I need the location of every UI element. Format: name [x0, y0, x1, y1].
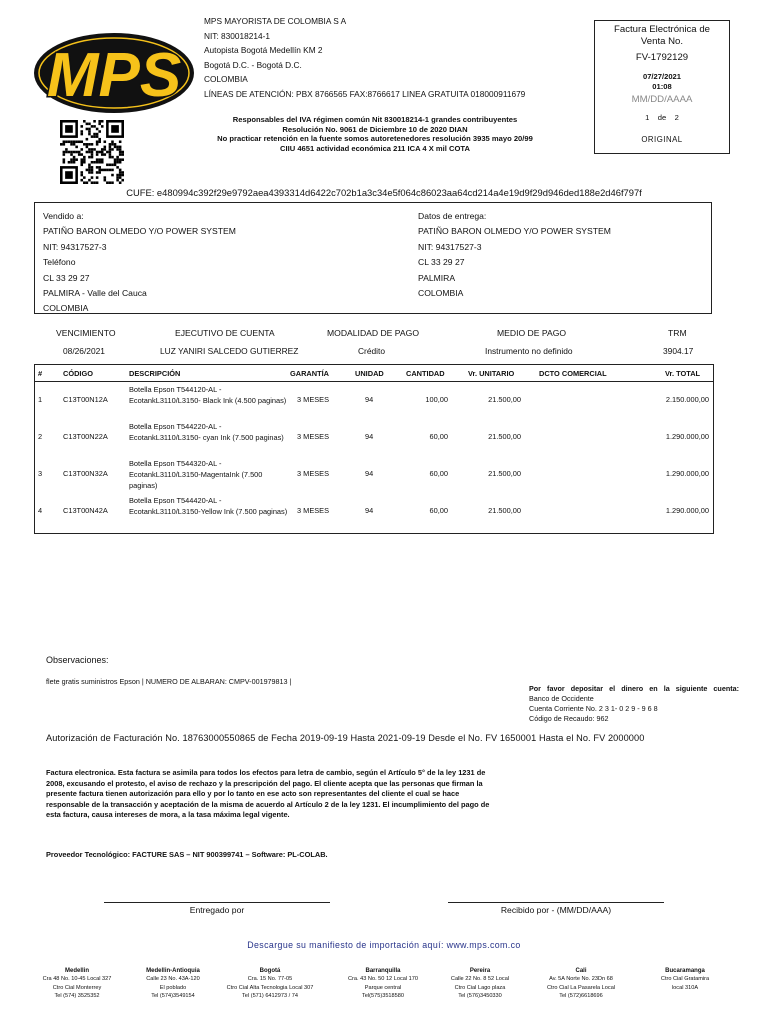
mps-logo: [32, 28, 197, 116]
branch-line: Cra. 43 No. 50 12 Local 170: [348, 976, 418, 983]
col-header: DESCRIPCIÓN: [129, 369, 181, 378]
company-phones: LÍNEAS DE ATENCIÓN: PBX 8766565 FAX:8766617 LINEA GRATUITA 018000911679: [204, 88, 526, 99]
cell-n: 2: [38, 432, 43, 441]
table-row: [35, 419, 713, 456]
branch-line: Parque central: [364, 984, 402, 991]
cell-warranty: 3 MESES: [297, 432, 330, 441]
cell-unit: 94: [365, 469, 374, 478]
company-address: Autopista Bogotá Medellín KM 2: [204, 45, 323, 56]
cell-n: 1: [38, 395, 43, 404]
cell-warranty: 3 MESES: [297, 395, 330, 404]
legal-line: CIIU 4651 actividad económica 211 ICA 4 X mil COTA: [280, 143, 470, 153]
bank-title: Por favor depositar el dinero en la siguiente cuenta:: [529, 684, 739, 693]
term-value: Instrumento no definido: [485, 346, 573, 356]
observations-title: Observaciones:: [46, 655, 109, 665]
manifest-link[interactable]: Descargue su manifiesto de importación aquí: www.mps.com.co: [247, 940, 521, 950]
table-row: [35, 382, 713, 419]
cell-code: C13T00N22A: [63, 432, 108, 441]
authorization: Autorización de Facturación No. 18763000550865 de Fecha 2019-09-19 Hasta 2021-09-19 Desde el No. FV 1650001 Hasta el No. FV 2000000: [46, 733, 645, 743]
branch-name: Medellin: [64, 968, 89, 974]
table-row: [35, 493, 713, 530]
cell-desc: Botella Epson T544320-AL - EcotankL3110/L3150-MagentaInk (7.500 paginas): [129, 459, 263, 490]
branch-line: Tel (572)6618696: [559, 993, 603, 1000]
branch-line: Ctro Cial Lago plaza: [454, 984, 506, 991]
term-header: MEDIO DE PAGO: [497, 328, 567, 338]
branch-line: local 310A: [671, 984, 699, 991]
col-header: Vr. TOTAL: [665, 369, 701, 378]
branch-name: Bucaramanga: [665, 968, 705, 974]
cell-unit: 94: [365, 432, 374, 441]
col-header: #: [38, 369, 43, 378]
branch-name: Cali: [575, 968, 587, 974]
delivery-country: COLOMBIA: [418, 288, 464, 299]
cell-unit: 94: [365, 506, 374, 515]
delivery-nit: NIT: 94317527-3: [418, 241, 482, 252]
branch-4: [430, 967, 530, 1001]
seller-address: CL 33 29 27: [43, 272, 90, 283]
delivery-name: PATIÑO BARON OLMEDO Y/O POWER SYSTEM: [418, 226, 611, 237]
delivery-info: [418, 209, 611, 301]
date-format: MM/DD/AAAA: [631, 94, 693, 105]
term-header: VENCIMIENTO: [56, 328, 116, 338]
cell-total: 1.290.000,00: [665, 469, 709, 478]
cell-unit-price: 21.500,00: [488, 395, 521, 404]
cufe-code: CUFE: e480994c392f29e9792aea4393314d6422c702b1a3c34e5f064c86023aa64cd214a4e19d9f29d946ded188e2d46f797f: [126, 187, 642, 198]
branch-line: Ctro Cial La Pasarela Local: [546, 984, 616, 991]
invoice-date: 07/27/2021: [642, 72, 681, 81]
cell-qty: 100,00: [425, 395, 448, 404]
table-header: [35, 365, 713, 382]
col-header: GARANTÍA: [290, 369, 330, 378]
page-indicator: 1 de 2: [645, 113, 679, 122]
cell-n: 4: [38, 506, 43, 515]
branch-name: Pereira: [469, 968, 491, 974]
branch-line: Ctro Cial Alta Tecnologia Local 307: [226, 984, 314, 991]
tech-provider: Proveedor Tecnológico: FACTURE SAS – NIT 900399741 – Software: PL-COLAB.: [46, 850, 328, 859]
branch-line: Calle 22 No. 8 52 Local: [450, 976, 510, 983]
col-header: CANTIDAD: [406, 369, 445, 378]
legal-notes: [190, 115, 560, 153]
term-value: 08/26/2021: [63, 346, 105, 356]
copy-label: ORIGINAL: [641, 135, 683, 144]
branch-name: Medellin-Antioquia: [146, 968, 200, 974]
cell-warranty: 3 MESES: [297, 506, 330, 515]
cell-desc: Botella Epson T544420-AL - EcotankL3110/L3150-Yellow Ink (7.500 paginas): [129, 496, 288, 516]
delivered-label: Entregado por: [189, 905, 245, 915]
company-nit: NIT: 830018214-1: [204, 30, 270, 41]
table-row: [35, 456, 713, 493]
cell-unit-price: 21.500,00: [488, 432, 521, 441]
branch-6: [635, 967, 735, 992]
seller-name: PATIÑO BARON OLMEDO Y/O POWER SYSTEM: [43, 226, 236, 237]
cell-total: 2.150.000,00: [665, 395, 709, 404]
cell-code: C13T00N42A: [63, 506, 108, 515]
delivery-address: CL 33 29 27: [418, 257, 465, 268]
term-header: EJECUTIVO DE CUENTA: [175, 328, 275, 338]
branch-line: Cra 48 No. 10-45 Local 327: [42, 976, 112, 983]
bank-account: Cuenta Corriente No. 2 3 1- 0 2 9 - 9 6 8: [529, 704, 658, 713]
bank-name: Banco de Occidente: [529, 694, 594, 703]
received-label: Recibido por - (MM/DD/AAA): [500, 905, 612, 915]
cell-code: C13T00N12A: [63, 395, 108, 404]
cell-code: C13T00N32A: [63, 469, 108, 478]
logo-text: MPS: [46, 41, 182, 110]
bank-info: [529, 684, 739, 724]
invoice-time: 01:08: [652, 82, 672, 91]
qr-code: [60, 120, 124, 184]
invoice-title: Factura Electrónica de: [614, 24, 710, 35]
invoice-title-2: Venta No.: [640, 36, 684, 47]
legal-terms: Factura electronica. Esta factura se asimila para todos los efectos para letra de cambio, según el Artículo 5° de la ley 1231 de 2008, excusando el protesto, el aviso de rechazo y la prescripción del pago. El cliente acepta que las personas que firman la presente factura tienen autorización para ello y por lo tanto en ese acto son representantes del cliente el cual se hace responsable de la transacción y aceptación de la misma de acuerdo al Artículo 2 de la ley 1231. El incumplimiento del pago de esta factura, causa intereses de mora, a la tasa máxima legal vigente.: [46, 768, 490, 819]
cell-n: 3: [38, 469, 43, 478]
branch-2: [220, 967, 320, 1001]
seller-phone: Teléfono: [43, 257, 76, 268]
legal-line: Responsables del IVA régimen común Nit 830018214-1 grandes contribuyentes: [232, 115, 518, 124]
branch-0: [27, 967, 127, 1001]
cell-warranty: 3 MESES: [297, 469, 330, 478]
seller-heading: Vendido a:: [43, 211, 84, 221]
col-header: DCTO COMERCIAL: [539, 369, 607, 378]
invoice-box: [594, 20, 730, 154]
col-header: UNIDAD: [355, 369, 384, 378]
invoice-number: FV-1792129: [635, 52, 689, 63]
term-value: Crédito: [358, 346, 385, 356]
branch-line: Tel (574) 3525352: [54, 993, 100, 1000]
seller-country: COLOMBIA: [43, 303, 89, 314]
cell-desc: Botella Epson T544220-AL - EcotankL3110/L3150- cyan Ink (7.500 paginas): [129, 422, 284, 442]
branch-line: El poblado: [159, 984, 187, 991]
seller-city: PALMIRA - Valle del Cauca: [43, 288, 147, 299]
bank-code: Código de Recaudo: 962: [529, 714, 609, 723]
items-table: [34, 364, 714, 534]
legal-line: Resolución No. 9061 de Diciembre 10 de 2020 DIAN: [282, 124, 468, 134]
branch-line: Tel (576)3450330: [458, 993, 502, 1000]
delivery-city: PALMIRA: [418, 272, 456, 283]
cell-total: 1.290.000,00: [665, 506, 709, 515]
branch-3: [333, 967, 433, 1001]
branch-line: Ctro Cial Gratamira: [660, 976, 710, 983]
seller-nit: NIT: 94317527-3: [43, 241, 107, 252]
company-country: COLOMBIA: [204, 74, 248, 85]
branch-line: Av. 5A Norte No. 23Dn 68: [549, 976, 613, 983]
signature-line-received: [448, 902, 664, 903]
term-header: TRM: [668, 328, 687, 338]
company-city: Bogotá D.C. - Bogotá D.C.: [204, 59, 302, 70]
observations-text: flete gratis suministros Epson | NUMERO DE ALBARAN: CMPV-001979813 |: [46, 677, 292, 686]
seller-info: [43, 209, 236, 317]
term-header: MODALIDAD DE PAGO: [327, 328, 420, 338]
client-box: [34, 202, 712, 314]
cell-desc: Botella Epson T544120-AL - EcotankL3110/L3150- Black Ink (4.500 paginas): [129, 385, 287, 405]
col-header: CÓDIGO: [63, 369, 93, 378]
delivery-heading: Datos de entrega:: [418, 211, 487, 221]
branch-line: Tel (571) 6412973 / 74: [242, 993, 298, 1000]
company-info: [204, 14, 534, 102]
cell-unit-price: 21.500,00: [488, 506, 521, 515]
term-value: 3904.17: [663, 346, 694, 356]
signature-line-delivered: [104, 902, 330, 903]
branch-name: Bogotá: [259, 968, 281, 974]
cell-qty: 60,00: [429, 432, 448, 441]
cell-unit: 94: [365, 395, 374, 404]
branch-5: [531, 967, 631, 1001]
company-name: MPS MAYORISTA DE COLOMBIA S A: [204, 16, 347, 26]
branch-line: Calle 23 No. 43A-120: [146, 976, 200, 983]
legal-line: No practicar retención en la fuente somos autoretenedores resolución 3935 mayo 20/99: [217, 134, 533, 144]
col-header: Vr. UNITARIO: [468, 369, 515, 378]
cell-qty: 60,00: [429, 506, 448, 515]
cell-qty: 60,00: [429, 469, 448, 478]
branch-1: [123, 967, 223, 1001]
cell-unit-price: 21.500,00: [488, 469, 521, 478]
branch-line: Tel (574)3549154: [151, 993, 195, 1000]
term-value: LUZ YANIRI SALCEDO GUTIERREZ: [160, 346, 299, 356]
branch-line: Ctro Cial Monterrey: [52, 984, 102, 991]
branch-name: Barranquilla: [365, 968, 401, 974]
cell-total: 1.290.000,00: [665, 432, 709, 441]
branch-line: Cra. 15 No. 77-05: [247, 976, 293, 983]
branch-line: Tel(575)3518580: [362, 993, 404, 1000]
